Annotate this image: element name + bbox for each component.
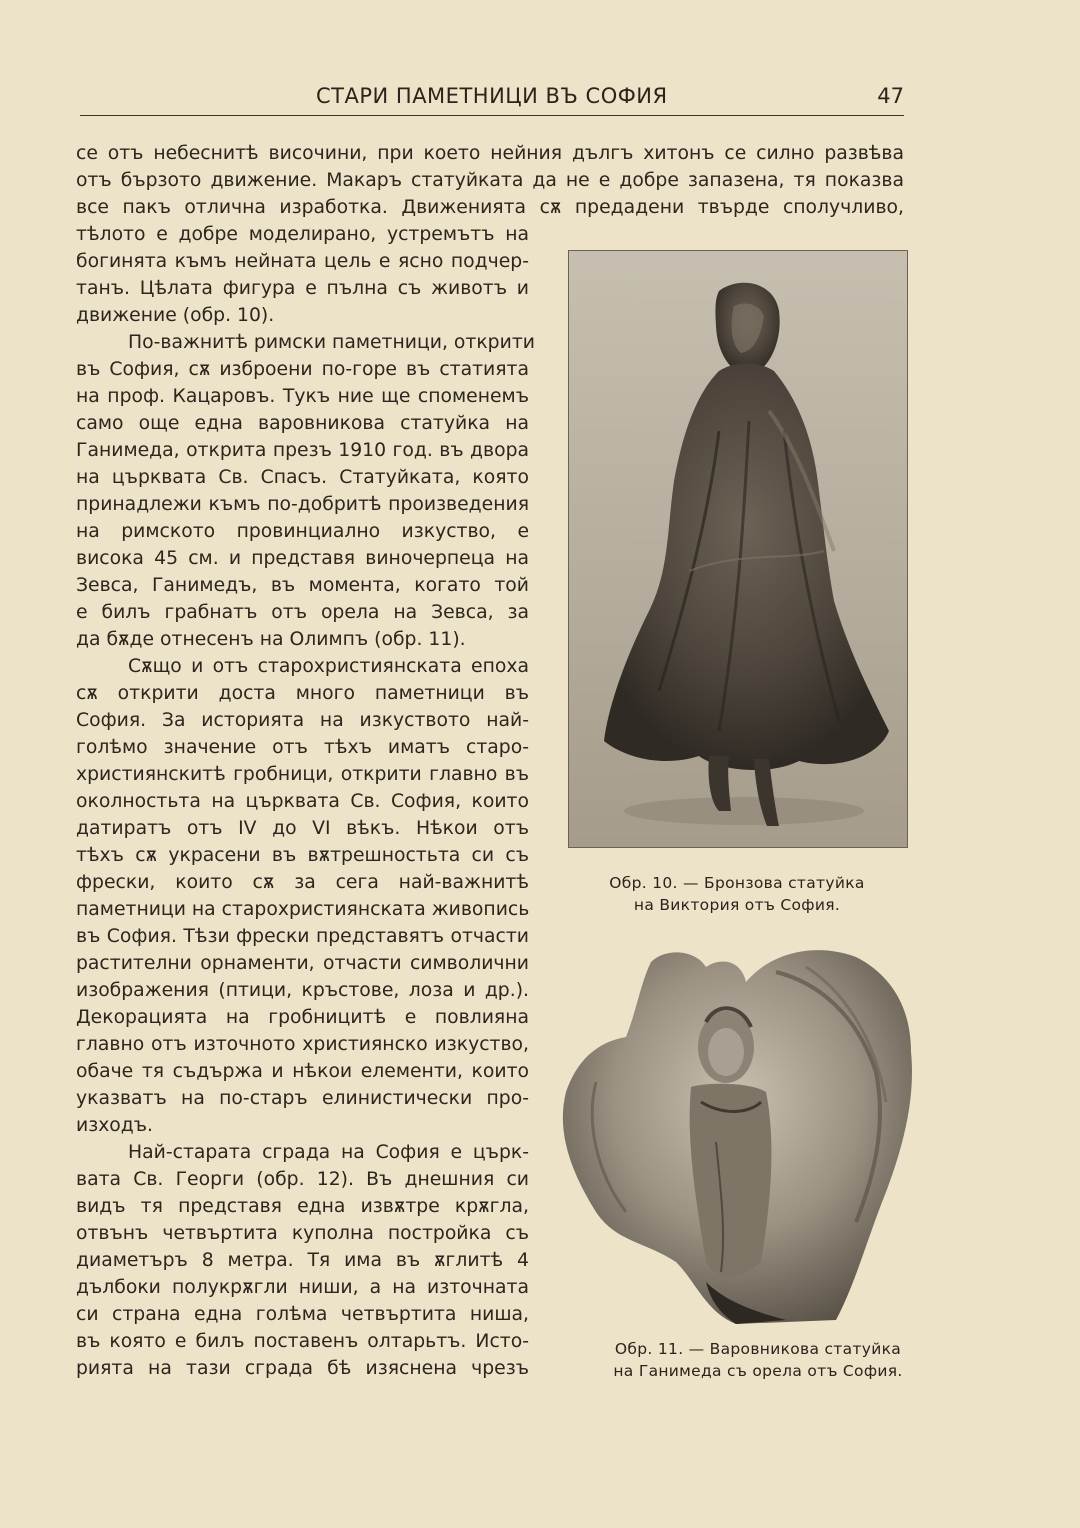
text-line: на църквата Св. Спасъ. Статуйката, която [76,467,529,488]
text-line: въ София, сѫ изброени по-горе въ статията [76,359,529,380]
text-line: отвънъ четвъртита куполна постройка съ [76,1223,529,1244]
text-line: се отъ небеснитѣ височини, при което нейния дългъ хитонъ се силно развѣва [76,143,904,164]
text-line: растителни орнаменти, отчасти символични [76,953,529,974]
figure-11-caption-line1: Обр. 11. — Варовникова статуйка [614,1340,902,1358]
text-line: рията на тази сграда бѣ изяснена чрезъ [76,1358,529,1379]
text-line: указватъ на по-старъ елинистически про- [76,1088,529,1109]
text-line: главно отъ източното християнско изкуство, [76,1034,529,1055]
running-header [76,84,904,114]
text-line: богинята къмъ нейната цель е ясно подчер- [76,251,529,272]
text-line: паметници на старохристиянската живопись [76,899,530,920]
figure-11-caption-line2: на Ганимеда съ орела отъ София. [613,1362,903,1380]
text-line: голѣмо значение отъ тѣхъ иматъ старо- [76,737,529,758]
text-line: Ганимеда, открита презъ 1910 год. въ двора [76,440,529,461]
text-line: е билъ грабнатъ отъ орела на Зевса, за [76,602,529,623]
figure-10-caption-line2: на Виктория отъ София. [633,896,841,914]
ganymede-statuette-image [556,942,918,1328]
text-line: на римското провинциално изкуство, е [76,521,529,542]
text-line: околностьта на църквата Св. София, които [76,791,529,812]
text-line: на проф. Кацаровъ. Тукъ ние ще споменемъ [76,386,529,407]
figure-ganymede-photo [556,942,918,1328]
text-line: датиратъ отъ IV до VI вѣкъ. Нѣкои отъ [76,818,529,839]
header-rule [80,115,904,116]
text-line: въ София. Тѣзи фрески представятъ отчасти [76,926,529,947]
text-line: само още една варовникова статуйка на [76,413,529,434]
text-line: отъ бързото движение. Макаръ статуйката да не е добре запазена, тя показва [76,170,904,191]
figure-10-caption-line1: Обр. 10. — Бронзова статуйка [609,874,865,892]
text-line: християнскитѣ гробници, открити главно въ [76,764,529,785]
text-line: тѣлото е добре моделирано, устремътъ на [76,224,529,245]
victoria-statuette-image [569,251,907,847]
text-line: диаметъръ 8 метра. Тя има въ ѫглитѣ 4 [76,1250,529,1271]
running-title: СТАРИ ПАМЕТНИЦИ ВЪ СОФИЯ [316,84,668,108]
text-line: въ която е билъ поставенъ олтарьтъ. Исто- [76,1331,529,1352]
text-line: изображения (птици, кръстове, лоза и др.). [76,980,529,1001]
text-line: видъ тя представя една извѫтре крѫгла, [76,1196,529,1217]
text-line: изходъ. [76,1115,154,1136]
page-number: 47 [877,84,904,108]
figure-victoria-photo [568,250,908,848]
figure-10-caption [568,872,906,916]
text-line: обаче тя съдържа и нѣкои елементи, които [76,1061,529,1082]
text-line: Зевса, Ганимедъ, въ момента, когато той [76,575,529,596]
text-line: вата Св. Георги (обр. 12). Въ днешния си [76,1169,529,1190]
text-line: тѣхъ сѫ украсени въ вѫтрешностьта си съ [76,845,529,866]
text-line: фрески, които сѫ за сега най-важнитѣ [76,872,529,893]
text-line: сѫ открити доста много паметници въ [76,683,529,704]
text-line: Декорацията на гробницитѣ е повлияна [76,1007,529,1028]
text-line: принадлежи къмъ по-добритѣ произведения [76,494,529,515]
text-line: висока 45 см. и представя виночерпеца на [76,548,529,569]
text-line: София. За историята на изкуството най- [76,710,529,731]
text-line: да бѫде отнесенъ на Олимпъ (обр. 11). [76,629,466,650]
text-line: си страна една голѣма четвъртита ниша, [76,1304,529,1325]
text-line: танъ. Цѣлата фигура е пълна съ животъ и [76,278,529,299]
text-line: По-важнитѣ римски паметници, открити [128,332,535,353]
text-line: Най-старата сграда на София е църк- [128,1142,529,1163]
text-line: движение (обр. 10). [76,305,275,326]
text-line: Сѫщо и отъ старохристиянската епоха [128,656,529,677]
text-line: все пакъ отлична изработка. Движенията сѫ предадени твърде сполучливо, [76,197,904,218]
text-line: дълбоки полукрѫгли ниши, а на източната [76,1277,529,1298]
figure-11-caption [588,1338,928,1382]
